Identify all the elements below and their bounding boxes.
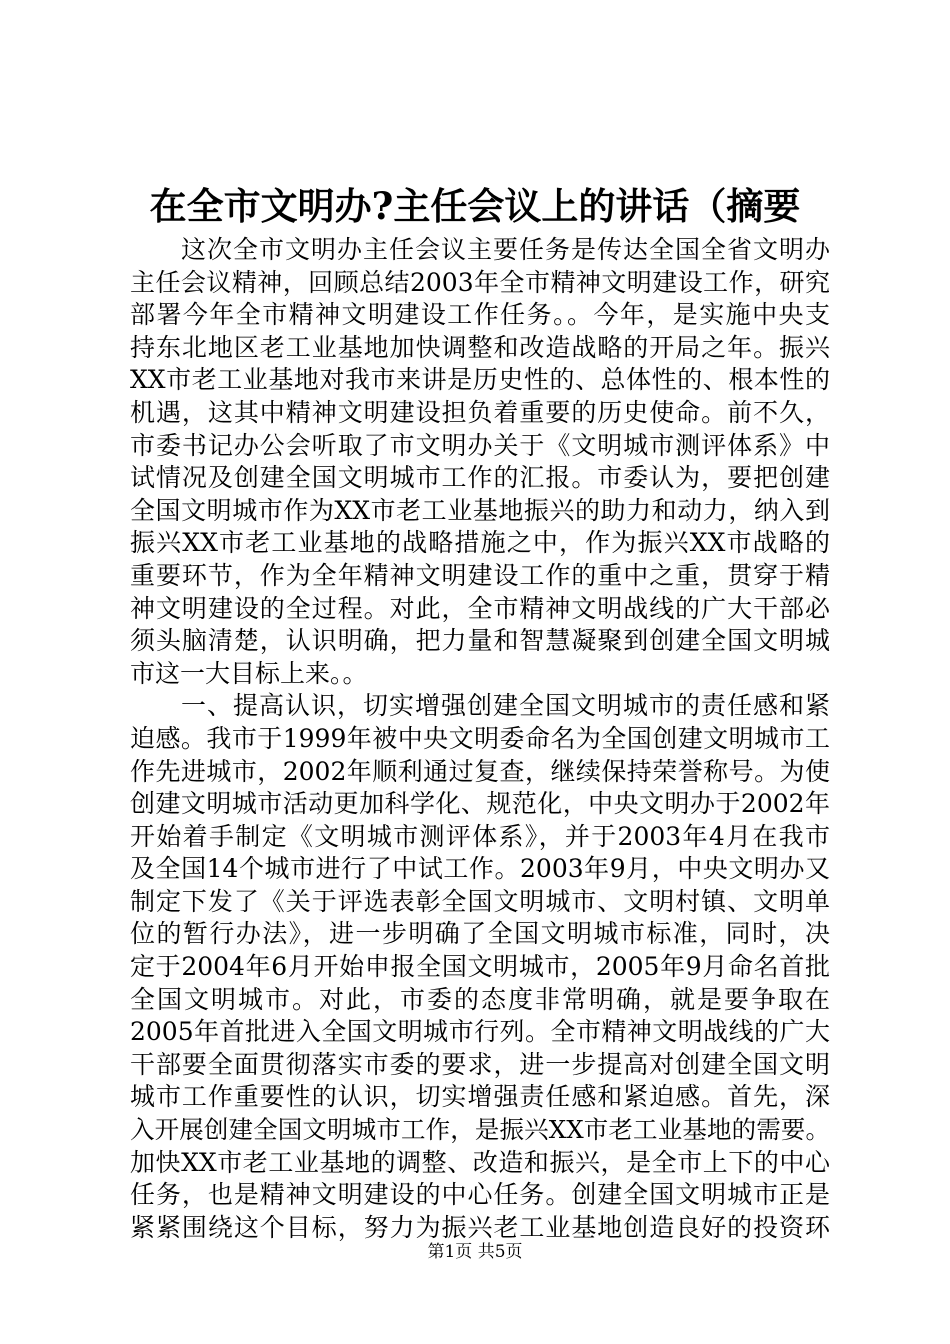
text-line: 全国文明城市。对此，市委的态度非常明确，就是要争取在 xyxy=(130,984,830,1014)
text-line: 部署今年全市精神文明建设工作任务。。今年，是实施中央支 xyxy=(130,300,830,330)
text-line: 这次全市文明办主任会议主要任务是传达全国全省文明办 xyxy=(181,235,830,264)
text-line: 制定下发了《关于评选表彰全国文明城市、文明村镇、文明单 xyxy=(130,886,830,916)
text-line: 全国文明城市作为XX市老工业基地振兴的助力和动力，纳入到 xyxy=(130,495,830,525)
text-line: 持东北地区老工业基地加快调整和改造战略的开局之年。振兴 xyxy=(130,332,830,362)
text-line: 定于2004年6月开始申报全国文明城市，2005年9月命名首批 xyxy=(130,952,830,982)
text-line: 入开展创建全国文明城市工作，是振兴XX市老工业基地的需要。 xyxy=(130,1115,830,1145)
text-line: 神文明建设的全过程。对此，全市精神文明战线的广大干部必 xyxy=(130,593,830,623)
text-line: 市这一大目标上来。。 xyxy=(130,658,368,688)
text-line: 加快XX市老工业基地的调整、改造和振兴，是全市上下的中心 xyxy=(130,1147,830,1177)
text-line: 干部要全面贯彻落实市委的要求，进一步提高对创建全国文明 xyxy=(130,1049,830,1079)
document-body xyxy=(130,234,830,1244)
text-line: 振兴XX市老工业基地的战略措施之中，作为振兴XX市战略的 xyxy=(130,528,830,558)
text-line: 2005年首批进入全国文明城市行列。全市精神文明战线的广大 xyxy=(130,1017,830,1047)
text-line: 迫感。我市于1999年被中央文明委命名为全国创建文明城市工 xyxy=(130,723,830,753)
text-line: 机遇，这其中精神文明建设担负着重要的历史使命。前不久， xyxy=(130,397,830,427)
text-line: 及全国14个城市进行了中试工作。2003年9月，中央文明办又 xyxy=(130,854,830,884)
text-line: 开始着手制定《文明城市测评体系》，并于2003年4月在我市 xyxy=(130,821,830,851)
text-line: 作先进城市，2002年顺利通过复查，继续保持荣誉称号。为使 xyxy=(130,756,830,786)
text-line: 重要环节，作为全年精神文明建设工作的重中之重，贯穿于精 xyxy=(130,560,830,590)
text-line: 任务，也是精神文明建设的中心任务。创建全国文明城市正是 xyxy=(130,1180,830,1210)
text-line: 紧紧围绕这个目标，努力为振兴老工业基地创造良好的投资环 xyxy=(130,1212,830,1242)
document-title: 在全市文明办?主任会议上的讲话（摘要 xyxy=(149,184,801,228)
text-line: 创建文明城市活动更加科学化、规范化，中央文明办于2002年 xyxy=(130,789,830,819)
text-line: 一、提高认识，切实增强创建全国文明城市的责任感和紧 xyxy=(181,691,830,721)
text-line: XX市老工业基地对我市来讲是历史性的、总体性的、根本性的 xyxy=(130,365,830,395)
text-line: 市委书记办公会听取了市文明办关于《文明城市测评体系》中 xyxy=(130,430,830,460)
text-line: 城市工作重要性的认识，切实增强责任感和紧迫感。首先，深 xyxy=(130,1082,830,1112)
text-line: 须头脑清楚，认识明确，把力量和智慧凝聚到创建全国文明城 xyxy=(130,626,830,656)
text-line: 主任会议精神，回顾总结2003年全市精神文明建设工作，研究 xyxy=(130,267,830,297)
page-footer: 第1页 共5页 xyxy=(427,1242,523,1262)
text-line: 试情况及创建全国文明城市工作的汇报。市委认为，要把创建 xyxy=(130,463,830,493)
text-line: 位的暂行办法》，进一步明确了全国文明城市标准，同时，决 xyxy=(130,919,830,949)
